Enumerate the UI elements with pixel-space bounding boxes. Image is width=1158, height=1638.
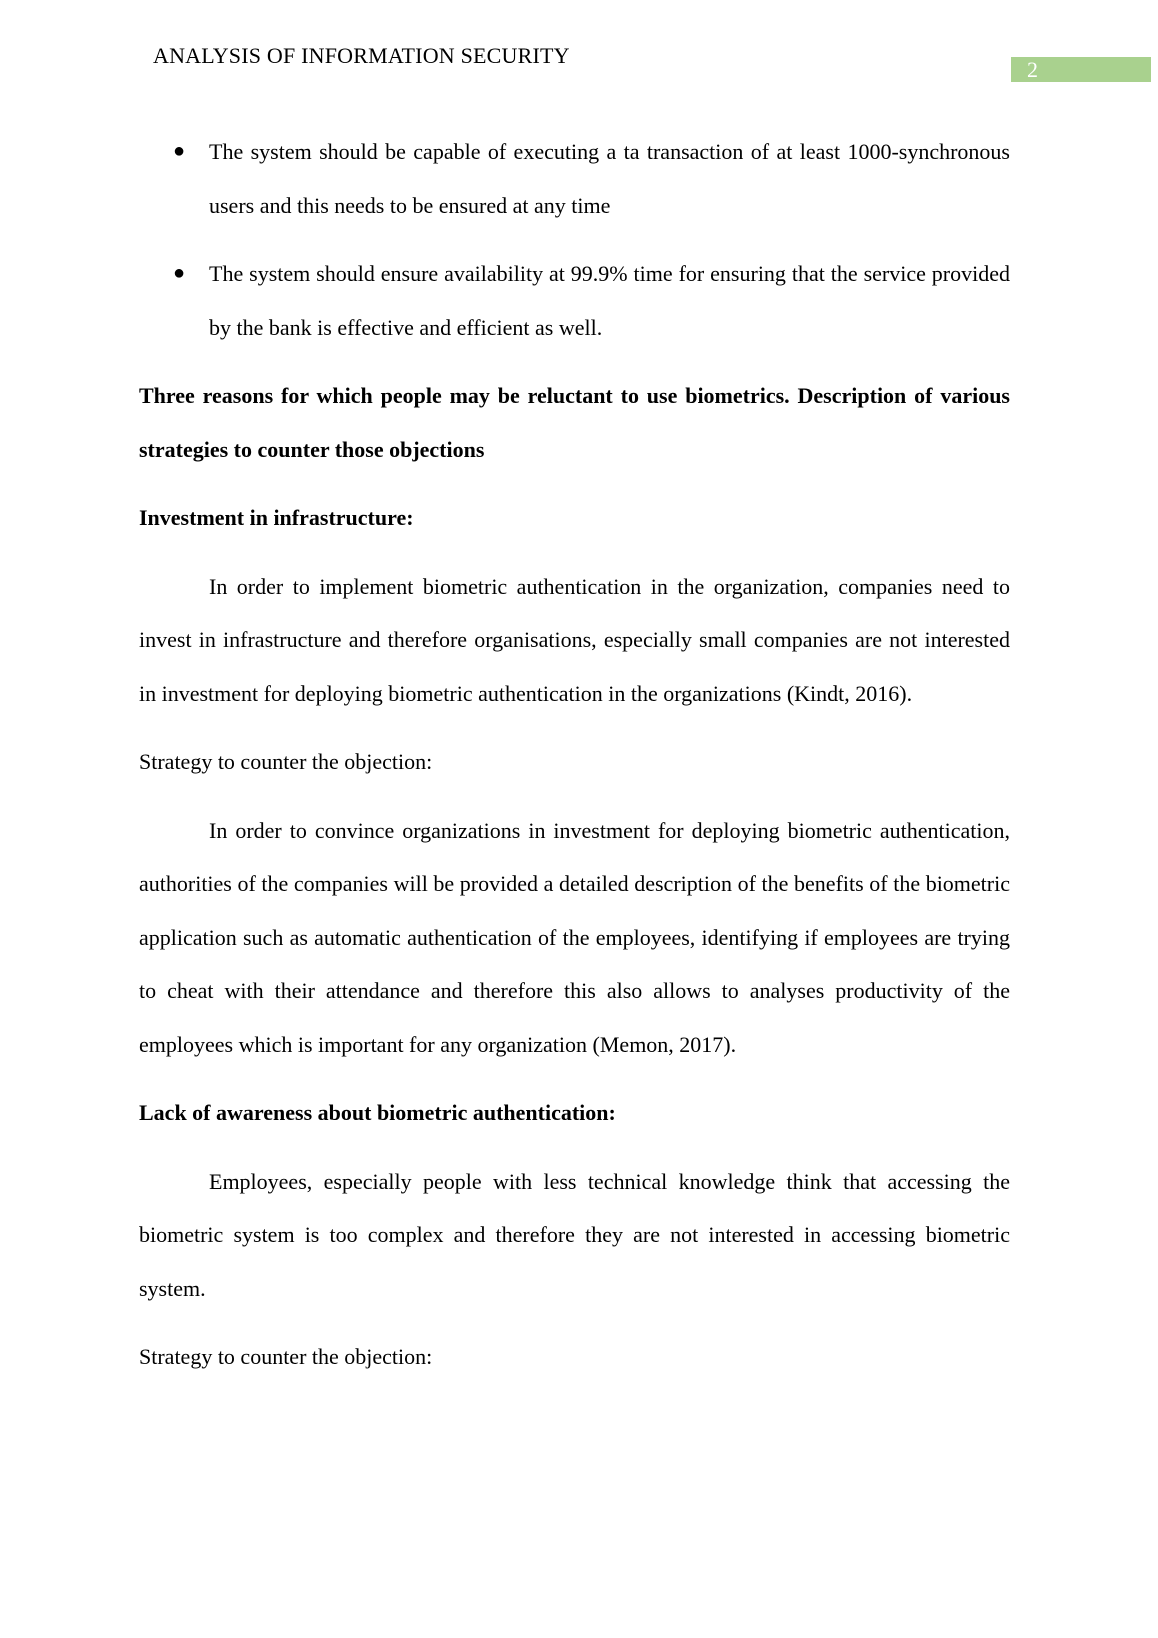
bullet-text-2: The system should ensure availability at 99.9% time for ensuring that the service provided by the bank is effective and efficient as well.: [209, 261, 1010, 340]
section-heading: Three reasons for which people may be reluctant to use biometrics. Description of various strategies to counter those objections: [139, 383, 1010, 462]
bullet-dot-icon: ●: [173, 262, 186, 284]
page-number: 2: [1027, 57, 1038, 82]
bullet-item-1: [139, 125, 1010, 232]
reason2-body: Employees, especially people with less technical knowledge think that accessing the biometric system is too complex and therefore they are not interested in accessing biometric system.: [139, 1168, 1010, 1301]
reason1-body: In order to implement biometric authentication in the organization, companies need to invest in infrastructure and therefore organisations, especially small companies are not interested in investment for deploying biometric authentication in the organizations (Kindt, 2016).: [139, 573, 1010, 706]
reason2-heading: Lack of awareness about biometric authentication:: [139, 1100, 616, 1125]
bullet-dot-icon: ●: [173, 140, 186, 162]
document-body: [139, 125, 1010, 1399]
reason1-strategy-body: In order to convince organizations in investment for deploying biometric authentication, authorities of the companies will be provided a detailed description of the benefits of the biometric application such as automatic authentication of the employees, identifying if employees are trying to cheat with their attendance and therefore this also allows to analyses productivity of the employees which is important for any organization (Memon, 2017).: [139, 817, 1010, 1057]
reason2-strategy-label: Strategy to counter the objection:: [139, 1344, 433, 1369]
reason1-heading: Investment in infrastructure:: [139, 505, 414, 530]
running-header-title: ANALYSIS OF INFORMATION SECURITY: [153, 43, 570, 68]
bullet-item-2: [139, 247, 1010, 354]
page-number-box: [1011, 57, 1151, 82]
reason1-strategy-label: Strategy to counter the objection:: [139, 749, 433, 774]
bullet-text-1: The system should be capable of executing a ta transaction of at least 1000-synchronous users and this needs to be ensured at any time: [209, 139, 1010, 218]
